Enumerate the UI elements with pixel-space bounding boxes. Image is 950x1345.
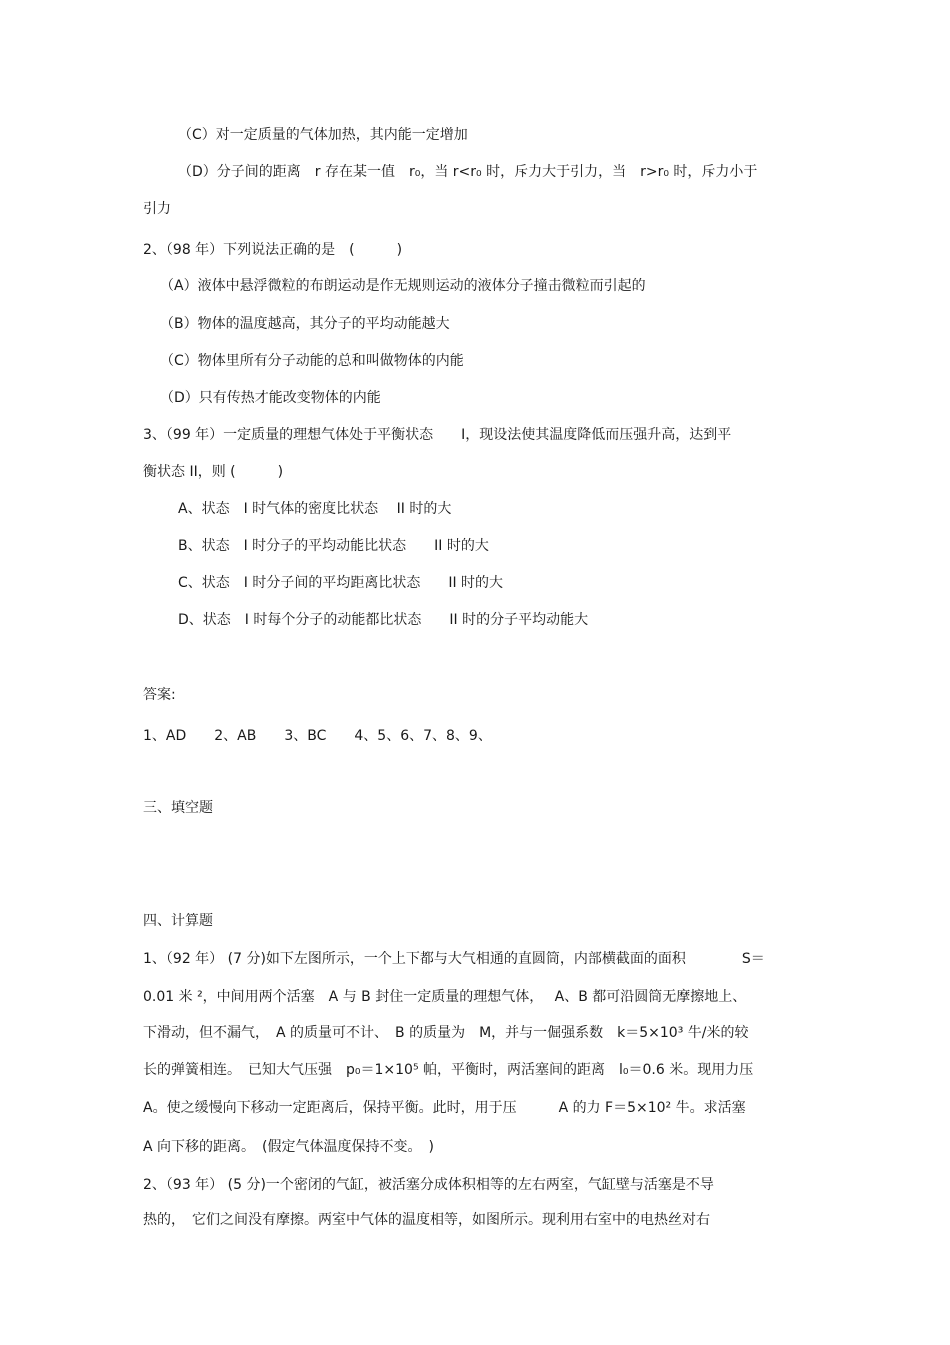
answers-heading: 答案: <box>143 687 176 703</box>
q3-option-b: B、状态 I 时分子的平均动能比状态 II 时的大 <box>178 538 489 554</box>
q2-option-b: （B）物体的温度越高，其分子的平均动能越大 <box>160 316 450 332</box>
problem1-line5: A。使之缓慢向下移动一定距离后，保持平衡。此时，用于压 A 的力 F＝5×10² 牛。求活塞 <box>143 1100 746 1116</box>
q2-stem: 2、（98 年）下列说法正确的是 ( ) <box>143 242 403 258</box>
problem1-line1: 1、（92 年） (7 分)如下左图所示，一个上下都与大气相通的直圆筒，内部横截面的面积 S＝ <box>143 951 765 967</box>
q2-option-a: （A）液体中悬浮微粒的布朗运动是作无规则运动的液体分子撞击微粒而引起的 <box>160 278 646 294</box>
problem1-line6: A 向下移的距离。 (假定气体温度保持不变。 ) <box>143 1139 434 1155</box>
problem2-line1: 2、（93 年） (5 分)一个密闭的气缸，被活塞分成体积相等的左右两室，气缸壁与活塞是不导 <box>143 1177 714 1193</box>
problem1-line3: 下滑动，但不漏气， A 的质量可不计、 B 的质量为 M，并与一倔强系数 k＝5×10³ 牛/米的较 <box>143 1025 749 1041</box>
problem2-line2: 热的， 它们之间没有摩擦。两室中气体的温度相等，如图所示。现利用右室中的电热丝对右 <box>143 1212 710 1228</box>
q2-option-d: （D）只有传热才能改变物体的内能 <box>160 390 381 406</box>
q1-option-d-line2: 引力 <box>143 201 171 217</box>
q3-stem-line1: 3、（99 年）一定质量的理想气体处于平衡状态 I，现设法使其温度降低而压强升高，达到平 <box>143 427 732 443</box>
problem1-line2: 0.01 米 ²，中间用两个活塞 A 与 B 封住一定质量的理想气体， A、B 都可沿圆筒无摩擦地上、 <box>143 989 747 1005</box>
q3-option-a: A、状态 I 时气体的密度比状态 II 时的大 <box>178 501 452 517</box>
q3-option-d: D、状态 I 时每个分子的动能都比状态 II 时的分子平均动能大 <box>178 612 589 628</box>
q1-option-c: （C）对一定质量的气体加热，其内能一定增加 <box>178 127 468 143</box>
section3-heading: 三、填空题 <box>143 800 213 816</box>
q3-option-c: C、状态 I 时分子间的平均距离比状态 II 时的大 <box>178 575 504 591</box>
section4-heading: 四、计算题 <box>143 913 213 929</box>
q3-stem-line2: 衡状态 II，则 ( ) <box>143 464 284 480</box>
q1-option-d-line1: （D）分子间的距离 r 存在某一值 r₀，当 r<r₀ 时，斥力大于引力，当 r>r₀ 时，斥力小于 <box>178 164 758 180</box>
answers-line: 1、AD 2、AB 3、BC 4、5、6、7、8、9、 <box>143 728 492 744</box>
q2-option-c: （C）物体里所有分子动能的总和叫做物体的内能 <box>160 353 464 369</box>
problem1-line4: 长的弹簧相连。 已知大气压强 p₀＝1×10⁵ 帕，平衡时，两活塞间的距离 l₀＝0.6 米。现用力压 <box>143 1062 754 1078</box>
